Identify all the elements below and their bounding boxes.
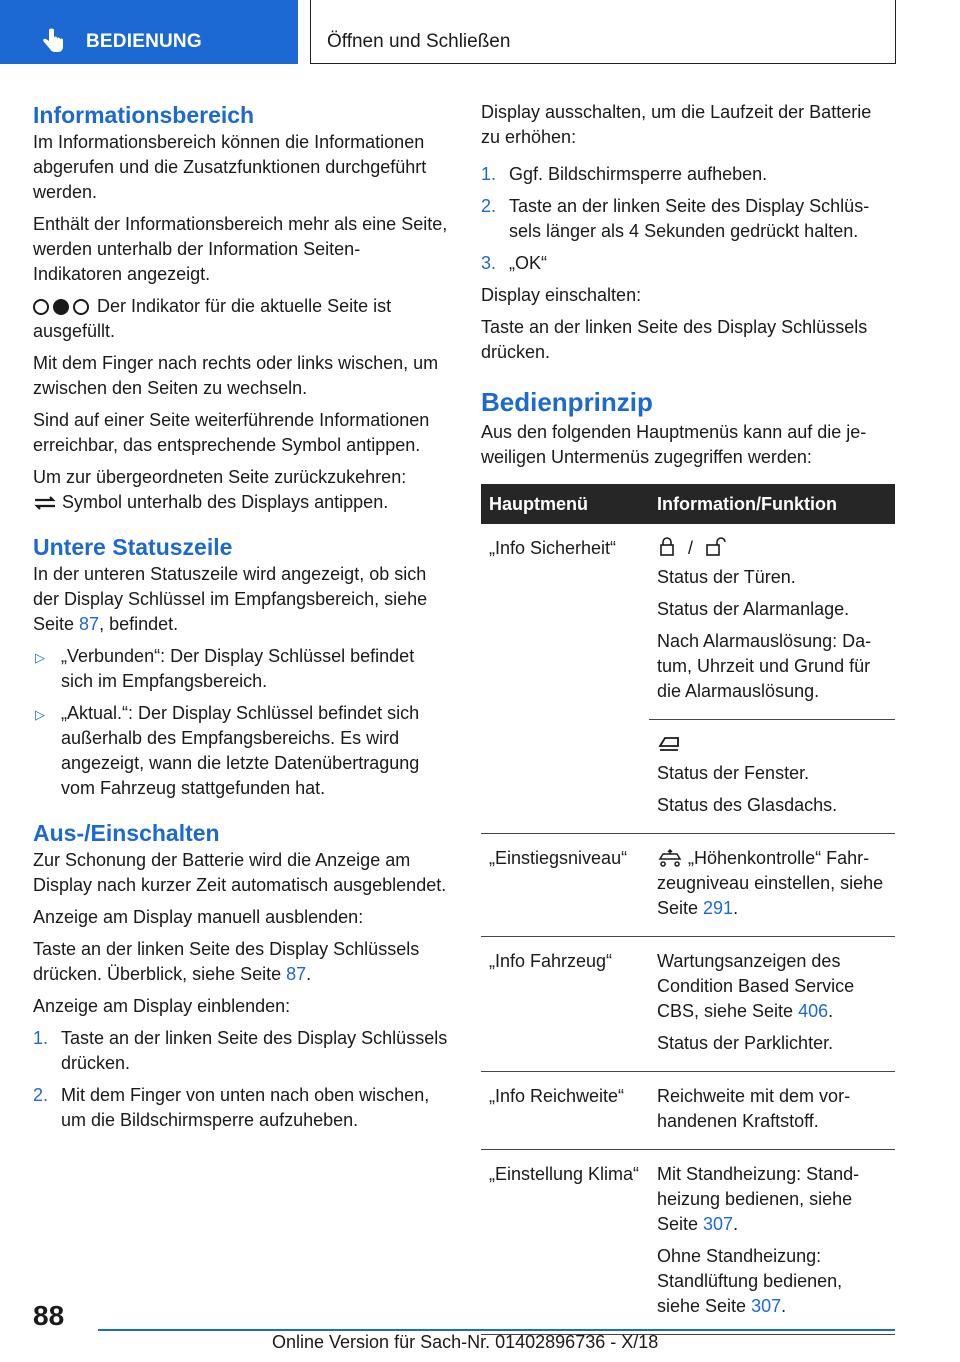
step-text: Mit dem Finger von unten nach oben wischen, um die Bildschirmsperre aufzuheben. [61, 1085, 430, 1130]
door-icons-line [657, 536, 887, 561]
list-item [33, 644, 449, 694]
chapter-title: Öffnen und Schließen [327, 31, 511, 52]
lock-open-icon [704, 537, 728, 557]
list-item [33, 1026, 449, 1076]
menu-label: „Info Reichweite“ [489, 1086, 625, 1106]
hand-pointer-icon [42, 28, 64, 54]
chapter-tab [310, 0, 896, 64]
menu-label: „Info Fahrzeug“ [489, 951, 613, 971]
info-text: . [733, 898, 739, 918]
info-cell [649, 1150, 895, 1335]
step-text: Taste an der linken Seite des Display Schlüssels länger als 4 Sekunden gedrückt halten. [509, 196, 870, 241]
table-row [481, 1072, 895, 1150]
paragraph: Display ausschalten, um die Laufzeit der Batterie zu erhöhen: [481, 102, 872, 147]
paragraph-text: Um zur übergeordneten Seite zurückzukehren: [33, 467, 407, 487]
menu-table [481, 484, 895, 1335]
steps-list [33, 1026, 449, 1133]
page-link-307[interactable]: 307 [751, 1296, 782, 1316]
list-item [481, 251, 895, 276]
table-row [481, 937, 895, 1072]
indicator-text: Der Indikator für die aktuelle Seite ist ausgefüllt. [33, 296, 392, 341]
info-cell [649, 720, 895, 834]
info-text [657, 846, 887, 921]
paragraph [33, 562, 449, 637]
table-header-row [481, 484, 895, 524]
paragraph: Im Informationsbereich können die Informationen abgerufen und die Zusatzfunktionen durchgeführt werden. [33, 132, 427, 202]
page-link-307[interactable]: 307 [703, 1214, 734, 1234]
list-item [481, 162, 895, 187]
menu-cell [481, 1150, 649, 1335]
page-link-406[interactable]: 406 [798, 1001, 829, 1021]
menu-cell [481, 524, 649, 834]
info-text: Nach Alarmauslösung: Datum, Uhrzeit und Grund für die Alarmauslösung. [657, 631, 872, 701]
paragraph: Sind auf einer Seite weiterführende Informationen erreichbar, das entsprechende Symbol antippen. [33, 410, 430, 455]
back-arrow-icon [33, 495, 57, 511]
paragraph: Enthält der Informationsbereich mehr als eine Seite, werden unterhalb der Information Seiten-Indikatoren angezeigt. [33, 214, 448, 284]
page-indicator-icon [33, 299, 89, 315]
paragraph [33, 465, 449, 490]
paragraph-text: , befindet. [99, 614, 179, 634]
table-header-hauptmenue: Hauptmenü [481, 484, 649, 524]
menu-cell [481, 1072, 649, 1150]
info-cell [649, 524, 895, 720]
paragraph: Taste an der linken Seite des Display Schlüssels drücken. [481, 317, 868, 362]
paragraph-text: Symbol unterhalb des Displays antippen. [62, 492, 389, 512]
list-item [481, 194, 895, 244]
paragraph-text: . [306, 964, 312, 984]
lock-closed-icon [657, 537, 677, 557]
info-text: Mit Standheizung: Standheizung bedienen, siehe Seite [657, 1164, 860, 1234]
step-number: 1. [33, 1028, 49, 1048]
footer-text: Online Version für Sach-Nr. 01402896736 - X/18 [272, 1332, 659, 1352]
info-text [657, 1244, 887, 1319]
info-text: Status der Fenster. [657, 763, 810, 783]
info-text: Status der Parklichter. [657, 1033, 834, 1053]
info-text: . [781, 1296, 787, 1316]
paragraph-text: Taste an der linken Seite des Display Schlüssels drücken. Überblick, siehe Seite [33, 939, 420, 984]
paragraph: Aus den folgenden Hauptmenüs kann auf die jeweiligen Untermenüs zugegriffen werden: [481, 422, 867, 467]
step-number: 3. [481, 253, 497, 273]
list-item-text: „Verbunden“: Der Display Schlüssel befindet sich im Empfangsbereich. [61, 646, 415, 691]
list-item-text: „Aktual.“: Der Display Schlüssel befindet sich außerhalb des Empfangsbereichs. Es wird angezeigt, wann die letzte Datenübertragung vom Fahrzeug stattgefunden hat. [61, 703, 420, 798]
vehicle-height-icon [657, 849, 683, 867]
window-icon [657, 733, 681, 753]
status-list [33, 644, 449, 801]
info-text [657, 949, 887, 1024]
paragraph [33, 294, 449, 344]
step-text: „OK“ [509, 253, 547, 273]
info-cell [649, 1072, 895, 1150]
triangle-bullet-icon: ▷ [35, 650, 45, 665]
info-text: Status der Türen. [657, 567, 796, 587]
info-cell [649, 937, 895, 1072]
heading-untere-statuszeile: Untere Statuszeile [33, 534, 233, 560]
info-cell [649, 834, 895, 937]
info-text: . [733, 1214, 739, 1234]
info-text: Ohne Standheizung: Standlüftung bedienen, siehe Seite [657, 1246, 843, 1316]
table-row [481, 1150, 895, 1335]
list-item [33, 701, 449, 801]
window-icon-line [657, 732, 887, 757]
info-text: . [828, 1001, 834, 1021]
page-link-291[interactable]: 291 [703, 898, 734, 918]
table-header-information: Information/Funktion [649, 484, 895, 524]
paragraph: Anzeige am Display manuell ausblenden: [33, 907, 364, 927]
menu-cell [481, 834, 649, 937]
menu-label: „Info Sicherheit“ [489, 538, 617, 558]
section-tab [0, 0, 298, 64]
separator: / [688, 538, 694, 558]
info-text: Status des Glasdachs. [657, 795, 838, 815]
info-text: „Höhenkontrolle“ Fahrzeugniveau einstellen, siehe Seite [657, 848, 884, 918]
section-title: BEDIENUNG [86, 31, 202, 52]
info-text [657, 1162, 887, 1237]
step-number: 1. [481, 164, 497, 184]
list-item [33, 1083, 449, 1133]
table-row [481, 834, 895, 937]
page-number: 88 [33, 1300, 65, 1331]
left-column [33, 100, 449, 1140]
menu-label: „Einstiegsniveau“ [489, 848, 628, 868]
step-text: Ggf. Bildschirmsperre aufheben. [509, 164, 768, 184]
paragraph [33, 937, 449, 987]
info-text: Wartungsanzeigen des Condition Based Service CBS, siehe Seite [657, 951, 855, 1021]
step-text: Taste an der linken Seite des Display Schlüssels drücken. [61, 1028, 448, 1073]
heading-informationsbereich: Informationsbereich [33, 102, 255, 128]
page-link-87[interactable]: 87 [286, 964, 307, 984]
heading-aus-einschalten: Aus-/Einschalten [33, 820, 220, 846]
steps-list [481, 162, 895, 276]
menu-label: „Einstellung Klima“ [489, 1164, 640, 1184]
table-row [481, 524, 895, 720]
right-column [481, 100, 895, 1335]
paragraph: Display einschalten: [481, 285, 642, 305]
heading-bedienprinzip: Bedienprinzip [481, 387, 653, 417]
paragraph-text: In der unteren Statuszeile wird angezeigt, ob sich der Display Schlüssel im Empfangsbereich, siehe Seite [33, 564, 428, 634]
page-link-87[interactable]: 87 [79, 614, 100, 634]
footer-divider [98, 1329, 895, 1331]
triangle-bullet-icon: ▷ [35, 707, 45, 722]
info-text: Reichweite mit dem vorhandenen Kraftstoff. [657, 1086, 851, 1131]
step-number: 2. [481, 196, 497, 216]
step-number: 2. [33, 1085, 49, 1105]
paragraph: Anzeige am Display einblenden: [33, 996, 291, 1016]
info-text: Status der Alarmanlage. [657, 599, 850, 619]
paragraph: Zur Schonung der Batterie wird die Anzeige am Display nach kurzer Zeit automatisch ausgeblendet. [33, 850, 447, 895]
paragraph: Mit dem Finger nach rechts oder links wischen, um zwischen den Seiten zu wechseln. [33, 353, 439, 398]
menu-cell [481, 937, 649, 1072]
paragraph [33, 490, 449, 515]
